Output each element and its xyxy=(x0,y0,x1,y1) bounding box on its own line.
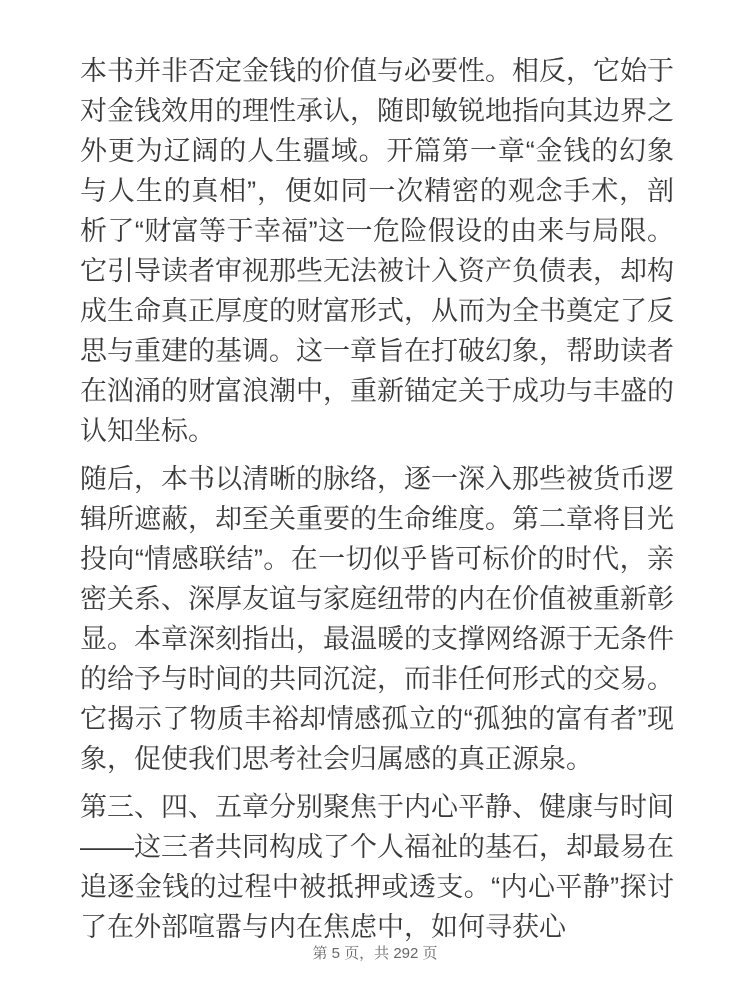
page-number-footer: 第 5 页，共 292 页 xyxy=(312,945,438,962)
page-text-block xyxy=(80,51,674,955)
paragraph: 第三、四、五章分别聚焦于内心平静、健康与时间——这三者共同构成了个人福祉的基石，却最易在追逐金钱的过程中被抵押或透支。“内心平静”探讨了在外部喧嚣与内在焦虑中，如何寻获心 xyxy=(80,792,674,942)
paragraph: 随后，本书以清晰的脉络，逐一深入那些被货币逻辑所遮蔽，却至关重要的生命维度。第二章将目光投向“情感联结”。在一切似乎皆可标价的时代，亲密关系、深厚友谊与家庭纽带的内在价值被重新彰显。本章深刻指出，最温暖的支撑网络源于无条件的给予与时间的共同沉淀，而非任何形式的交易。它揭示了物质丰裕却情感孤立的“孤独的富有者”现象，促使我们思考社会归属感的真正源泉。 xyxy=(80,464,674,774)
paragraph: 本书并非否定金钱的价值与必要性。相反，它始于对金钱效用的理性承认，随即敏锐地指向其边界之外更为辽阔的人生疆域。开篇第一章“金钱的幻象与人生的真相”，便如同一次精密的观念手术，剖析了“财富等于幸福”这一危险假设的由来与局限。它引导读者审视那些无法被计入资产负债表，却构成生命真正厚度的财富形式，从而为全书奠定了反思与重建的基调。这一章旨在打破幻象，帮助读者在汹涌的财富浪潮中，重新锚定关于成功与丰盛的认知坐标。 xyxy=(80,56,674,446)
